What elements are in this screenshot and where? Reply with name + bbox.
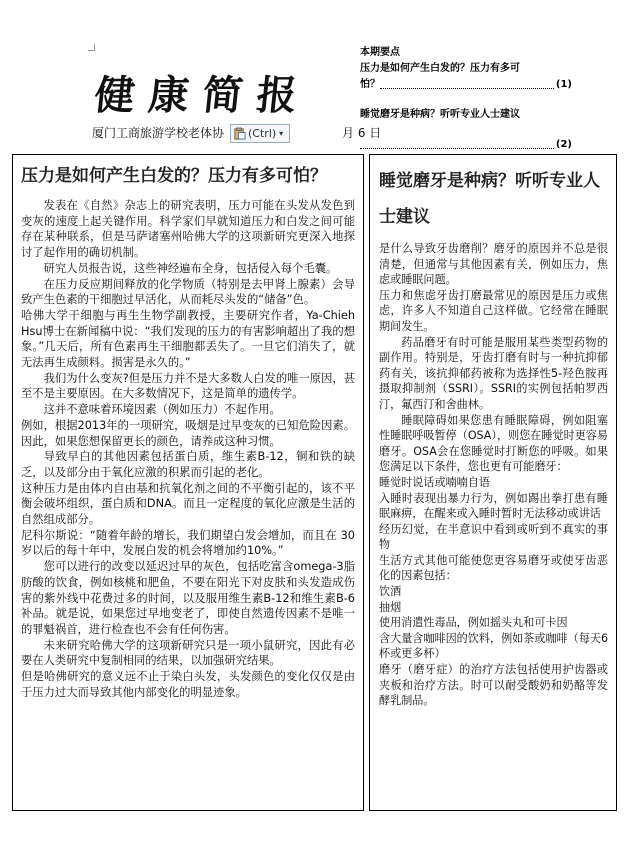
- left-article-paragraph: 研究人员报告说，这些神经遍布全身，包括侵入每个毛囊。: [43, 261, 338, 275]
- toc-item-2-page: (2): [555, 139, 572, 150]
- clipboard-icon: [233, 127, 246, 140]
- left-article-paragraph: 发表在《自然》杂志上的研究表明，压力可能在头发从发色到变灰的速度上起关键作用。科学家们早就知道压力和白发之间可能存在某种联系，但是马萨诸塞州哈佛大学的这项新研究更深入地探讨了起作用的确切机制。: [21, 199, 355, 260]
- left-article-paragraph: 导致早白的其他因素包括蛋白质，维生素B-12，铜和铁的缺乏，以及部分由于氧化应激的积累而引起的老化。: [21, 450, 355, 479]
- right-article-paragraph: 磨牙（磨牙症）的治疗方法包括使用护齿器或夹板和治疗方法。时可以耐受酸奶和奶酪等发酵乳制品。: [379, 663, 608, 708]
- left-article-column: [12, 154, 364, 811]
- school-name: 厦门工商旅游学校老体协: [92, 126, 225, 140]
- paste-options-button[interactable]: [230, 124, 290, 143]
- right-article-paragraph: 含大量含咖啡因的饮料，例如茶或咖啡（每天6杯或更多杯）: [379, 631, 608, 661]
- right-article-paragraph: 压力和焦虑牙齿打磨最常见的原因是压力或焦虑，许多人不知道自己这样做。它经常在睡眠期间发生。: [379, 288, 608, 333]
- toc-item-1-line1: 压力是如何产生白发的？压力有多可: [360, 63, 520, 74]
- toc-item-1-leader: [360, 77, 572, 93]
- left-article-paragraph: 这并不意味着环境因素（例如压力）不起作用。: [43, 403, 281, 417]
- table-of-contents: [360, 45, 572, 153]
- chevron-down-icon: ▾: [279, 129, 284, 138]
- toc-item-1-page: (1): [555, 79, 572, 90]
- toc-item-2-title: 睡觉磨牙是种病？听听专业人士建议: [360, 109, 520, 120]
- toc-item-2-leader: [360, 137, 572, 153]
- crop-mark: [88, 44, 95, 51]
- right-article-title: 睡觉磨牙是种病？听听专业人士建议: [379, 171, 600, 227]
- left-article-paragraph: 未来研究哈佛大学的这项新研究只是一项小鼠研究，因此有必要在人类研究中复制相同的结果，以加强研究结果。: [21, 638, 355, 668]
- right-article-paragraph: 抽烟: [379, 600, 402, 614]
- right-article-paragraph: 是什么导致牙齿磨削？磨牙的原因并不总是很清楚，但通常与其他因素有关，例如压力，焦虑或睡眠问题。: [379, 242, 608, 287]
- left-article-paragraph: 这种压力是由体内自由基和抗氧化剂之间的不平衡引起的，该不平衡会破坏组织，蛋白质和DNA。而且一定程度的氧化应激是生活的自然组成部分。: [21, 481, 355, 527]
- left-article-paragraph: 例如，根据2013年的一项研究，吸烟是过早变灰的已知危险因素。因此，如果您想保留更长的颜色，请养成这种习惯。: [21, 418, 355, 448]
- right-article-body: [379, 241, 608, 709]
- right-article-paragraph: 经历幻觉，在半意识中看到或听到不真实的事物: [379, 522, 608, 552]
- right-article-paragraph: 睡觉时说话或喃喃自语: [379, 475, 490, 489]
- left-article-paragraph: 在压力反应期间释放的化学物质（特别是去甲肾上腺素）会导致产生色素的干细胞过早活化，从而耗尽头发的“储备”色。: [21, 277, 355, 307]
- left-article-paragraph: 但是哈佛研究的意义远不止于染白头发，头发颜色的变化仅仅是由于压力过大而导致其他内部变化的明显迹象。: [21, 670, 355, 699]
- left-article-paragraph: 尼科尔斯说：“随着年龄的增长，我们期望白发会增加，而且在 30 岁以后的每十年中，发展白发的机会将增加约10%。”: [21, 528, 355, 558]
- right-article-paragraph: 饮酒: [379, 585, 402, 599]
- left-article-body: [21, 198, 355, 701]
- paste-options-label: (Ctrl): [248, 127, 277, 140]
- right-article-paragraph: 入睡时表现出暴力行为，例如踢出拳打患有睡眠麻痹，在醒来或入睡时暂时无法移动或讲话: [379, 491, 608, 521]
- right-article-column: [369, 154, 617, 811]
- masthead-title: 健康简报: [92, 72, 314, 119]
- left-article-paragraph: 哈佛大学干细胞与再生生物学副教授，主要研究作者，Ya-Chieh Hsu博士在新闻稿中说：“我们发现的压力的有害影响超出了我的想象。”几天后，所有色素再生干细胞都丢失了。一旦它们消失了，就无法再生成颜料。损害是永久的。”: [21, 308, 355, 370]
- right-article-paragraph: 生活方式其他可能使您更容易磨牙或使牙齿恶化的因素包括：: [379, 553, 608, 583]
- left-article-title: 压力是如何产生白发的？压力有多可怕？: [21, 166, 327, 186]
- right-article-paragraph: 药品磨牙有时可能是服用某些类型药物的副作用。特别是，牙齿打磨有时与一种抗抑郁药有关，该抗抑郁药被称为选择性5-羟色胺再摄取抑制剂（SSRI）。SSRI的实例包括帕罗西汀，氟西汀和舍曲林。: [379, 335, 608, 411]
- right-article-paragraph: 睡眠障碍如果您患有睡眠障碍，例如阻塞性睡眠呼吸暂停（OSA），则您在睡觉时更容易磨牙。OSA会在您睡觉时打断您的呼吸。如果您满足以下条件，您也更有可能磨牙：: [379, 413, 608, 474]
- toc-item-1-line2: 怕？: [360, 79, 380, 90]
- left-article-paragraph: 我们为什么变灰?但是压力并不是大多数人白发的唯一原因，甚至不是主要原因。在大多数情况下，这是简单的遗传学。: [21, 371, 355, 401]
- left-article-paragraph: 您可以进行的改变以延迟过早的灰色，包括吃富含omega-3脂肪酸的饮食，例如核桃和肥鱼，不要在阳光下对皮肤和头发造成伤害的紫外线中花费过多的时间，以及服用维生素B-12和维生素B-6补品。就是说，如果您过早地变老了，即使自然遗传因素不是唯一的罪魁祸首，进行检查也不会有任何伤害。: [21, 560, 355, 636]
- right-article-paragraph: 使用消遣性毒品，例如摇头丸和可卡因: [379, 616, 568, 630]
- toc-title: 本期要点: [360, 47, 400, 58]
- issue-date: 月 6 日: [342, 126, 382, 140]
